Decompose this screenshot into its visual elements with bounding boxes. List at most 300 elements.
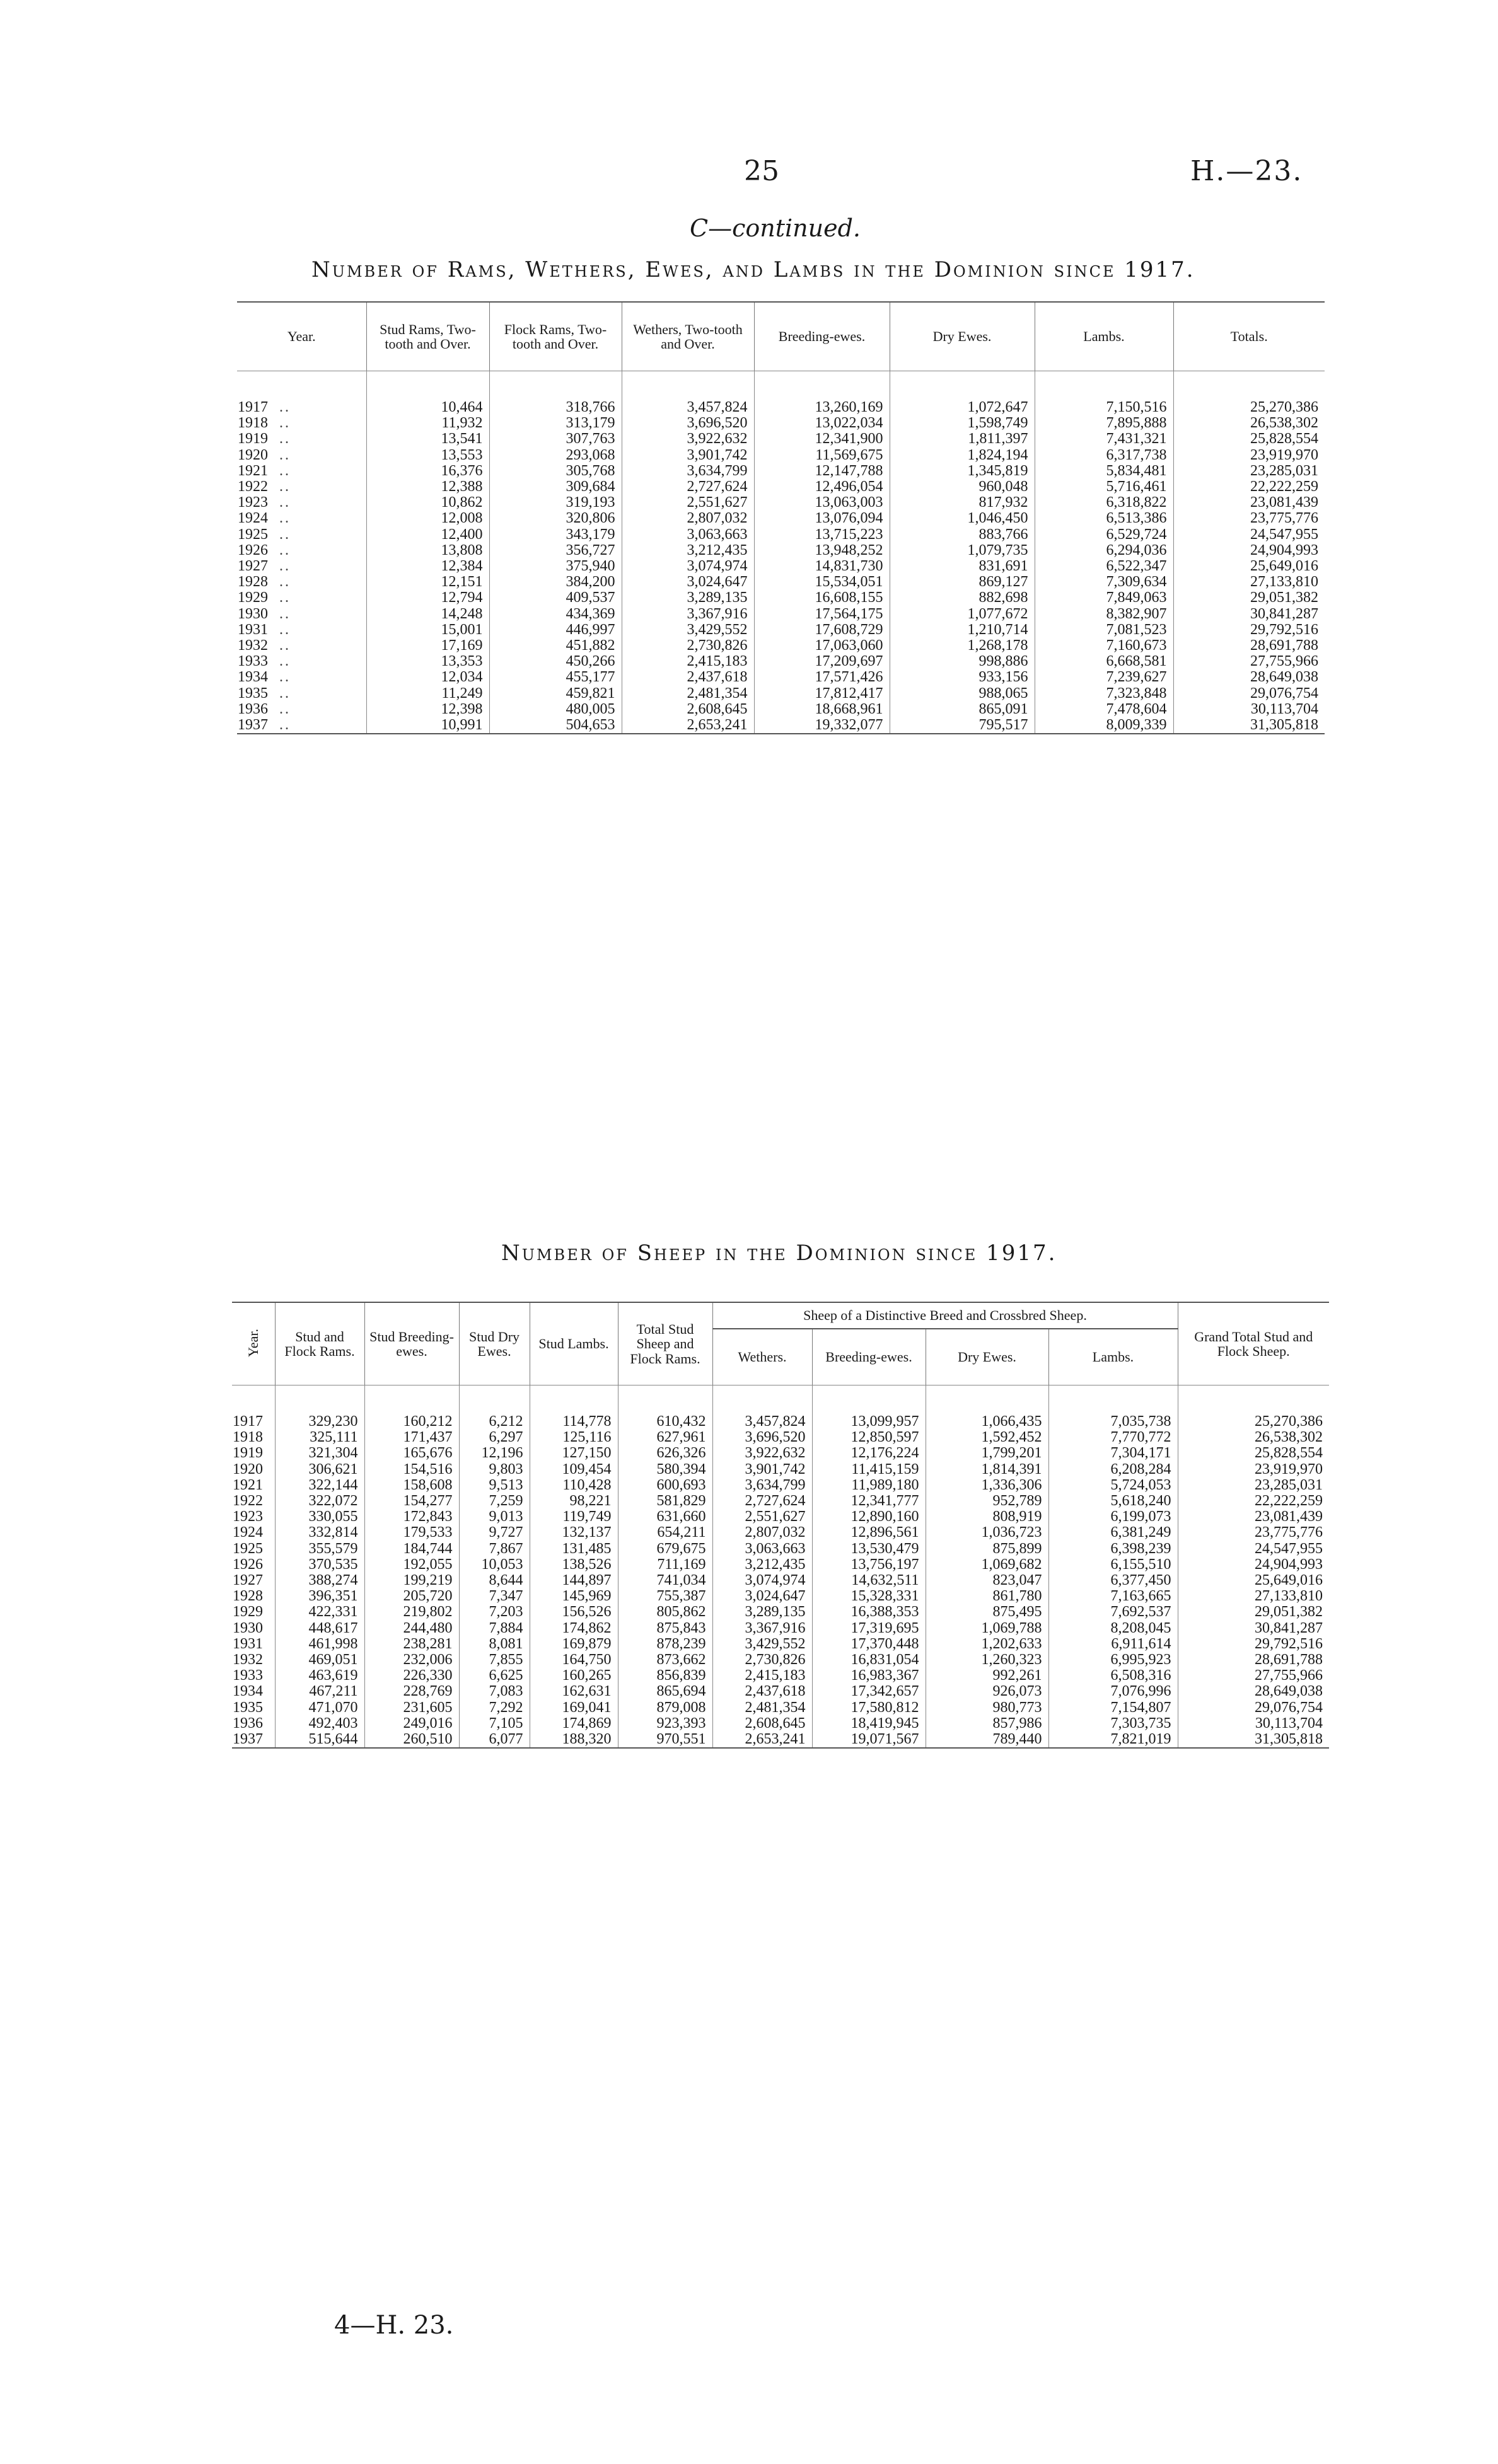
value-cell: 343,179 [489, 527, 622, 543]
value-cell: 22,222,259 [1178, 1493, 1329, 1509]
value-cell: 1,069,788 [926, 1621, 1048, 1636]
value-cell: 434,369 [489, 606, 622, 622]
t1-header-breeding-ewes: Breeding-ewes. [754, 302, 890, 371]
value-cell: 960,048 [890, 479, 1035, 495]
leader-dots: .. [279, 669, 291, 686]
page-number: 25 [744, 155, 779, 187]
value-cell: 356,727 [489, 543, 622, 558]
value-cell: 8,208,045 [1048, 1621, 1178, 1636]
value-cell: 12,008 [366, 511, 489, 526]
year-cell [232, 1621, 275, 1636]
value-cell: 110,428 [530, 1478, 618, 1493]
value-cell: 12,151 [366, 574, 489, 590]
value-cell: 154,516 [364, 1462, 459, 1478]
value-cell: 12,196 [459, 1445, 530, 1461]
value-cell: 817,932 [890, 495, 1035, 511]
value-cell: 6,522,347 [1035, 558, 1173, 574]
value-cell: 865,694 [618, 1684, 712, 1699]
value-cell: 9,013 [459, 1509, 530, 1525]
value-cell: 25,828,554 [1173, 431, 1325, 447]
value-cell: 2,415,183 [712, 1668, 812, 1684]
table-row [232, 1636, 1329, 1652]
value-cell: 7,163,665 [1048, 1588, 1178, 1604]
value-cell: 14,632,511 [812, 1573, 926, 1588]
value-cell: 321,304 [275, 1445, 364, 1461]
value-cell: 7,431,321 [1035, 431, 1173, 447]
value-cell: 396,351 [275, 1588, 364, 1604]
value-cell: 17,812,417 [754, 686, 890, 702]
value-cell: 375,940 [489, 558, 622, 574]
value-cell: 322,144 [275, 1478, 364, 1493]
year-cell [232, 1445, 275, 1461]
value-cell: 875,843 [618, 1621, 712, 1636]
year-cell [237, 511, 366, 526]
value-cell: 13,022,034 [754, 415, 890, 431]
value-cell: 409,537 [489, 590, 622, 606]
t2-header-distinctive-breed-group: Sheep of a Distinctive Breed and Crossbred Sheep. [712, 1302, 1178, 1329]
table-row [232, 1700, 1329, 1716]
value-cell: 5,834,481 [1035, 463, 1173, 479]
value-cell: 998,886 [890, 654, 1035, 669]
value-cell: 231,605 [364, 1700, 459, 1716]
value-cell: 30,841,287 [1178, 1621, 1329, 1636]
value-cell: 1,210,714 [890, 622, 1035, 638]
value-cell: 23,919,970 [1173, 448, 1325, 463]
value-cell: 3,634,799 [712, 1478, 812, 1493]
value-cell: 31,305,818 [1173, 717, 1325, 734]
value-cell: 305,768 [489, 463, 622, 479]
value-cell: 226,330 [364, 1668, 459, 1684]
year-value: 1925 [233, 1540, 263, 1557]
t2-header-dry-ewes: Dry Ewes. [926, 1329, 1048, 1385]
value-cell: 5,716,461 [1035, 479, 1173, 495]
value-cell: 7,203 [459, 1604, 530, 1620]
value-cell: 5,724,053 [1048, 1478, 1178, 1493]
value-cell: 172,843 [364, 1509, 459, 1525]
value-cell: 789,440 [926, 1732, 1048, 1748]
value-cell: 10,464 [366, 371, 489, 416]
value-cell: 879,008 [618, 1700, 712, 1716]
value-cell: 30,113,704 [1173, 702, 1325, 717]
table-row [232, 1668, 1329, 1684]
value-cell: 23,081,439 [1178, 1509, 1329, 1525]
value-cell: 384,200 [489, 574, 622, 590]
value-cell: 7,035,738 [1048, 1385, 1178, 1430]
year-cell [232, 1604, 275, 1620]
value-cell: 158,608 [364, 1478, 459, 1493]
value-cell: 11,989,180 [812, 1478, 926, 1493]
table-row [237, 495, 1325, 511]
value-cell: 1,345,819 [890, 463, 1035, 479]
leader-dots: .. [279, 621, 291, 638]
year-cell [232, 1573, 275, 1588]
value-cell: 219,802 [364, 1604, 459, 1620]
value-cell: 7,849,063 [1035, 590, 1173, 606]
value-cell: 988,065 [890, 686, 1035, 702]
value-cell: 446,997 [489, 622, 622, 638]
table-row [237, 606, 1325, 622]
value-cell: 19,332,077 [754, 717, 890, 734]
value-cell: 923,393 [618, 1716, 712, 1732]
year-cell [232, 1478, 275, 1493]
value-cell: 2,437,618 [712, 1684, 812, 1699]
table-row [232, 1541, 1329, 1557]
value-cell: 1,336,306 [926, 1478, 1048, 1493]
year-value: 1929 [233, 1604, 263, 1621]
t2-header-stud-dry-ewes: Stud Dry Ewes. [459, 1302, 530, 1385]
value-cell: 24,547,955 [1173, 527, 1325, 543]
value-cell: 388,274 [275, 1573, 364, 1588]
year-value: 1928 [233, 1588, 263, 1605]
value-cell: 17,571,426 [754, 669, 890, 685]
value-cell: 319,193 [489, 495, 622, 511]
year-value: 1921 [233, 1476, 263, 1493]
value-cell: 12,147,788 [754, 463, 890, 479]
value-cell: 29,051,382 [1173, 590, 1325, 606]
value-cell: 12,496,054 [754, 479, 890, 495]
value-cell: 3,024,647 [712, 1588, 812, 1604]
value-cell: 6,377,450 [1048, 1573, 1178, 1588]
table-row [232, 1684, 1329, 1699]
year-value: 1924 [233, 1524, 263, 1541]
value-cell: 164,750 [530, 1652, 618, 1668]
table-row [237, 558, 1325, 574]
year-cell [232, 1652, 275, 1668]
year-value: 1925 [238, 526, 268, 543]
year-value: 1936 [233, 1715, 263, 1732]
year-value: 1919 [238, 431, 268, 448]
value-cell: 13,808 [366, 543, 489, 558]
value-cell: 831,691 [890, 558, 1035, 574]
table2-header-row [232, 1302, 1329, 1329]
value-cell: 12,176,224 [812, 1445, 926, 1461]
value-cell: 580,394 [618, 1462, 712, 1478]
table-row [232, 1509, 1329, 1525]
value-cell: 132,137 [530, 1525, 618, 1541]
value-cell: 865,091 [890, 702, 1035, 717]
value-cell: 3,212,435 [712, 1557, 812, 1573]
value-cell: 15,328,331 [812, 1588, 926, 1604]
value-cell: 1,036,723 [926, 1525, 1048, 1541]
year-cell [237, 558, 366, 574]
value-cell: 992,261 [926, 1668, 1048, 1684]
value-cell: 23,285,031 [1173, 463, 1325, 479]
value-cell: 9,727 [459, 1525, 530, 1541]
value-cell: 12,398 [366, 702, 489, 717]
year-value: 1930 [238, 605, 268, 622]
value-cell: 23,919,970 [1178, 1462, 1329, 1478]
year-cell [237, 479, 366, 495]
t1-header-flock-rams: Flock Rams, Two-tooth and Over. [489, 302, 622, 371]
value-cell: 29,792,516 [1173, 622, 1325, 638]
value-cell: 28,649,038 [1173, 669, 1325, 685]
value-cell: 7,347 [459, 1588, 530, 1604]
leader-dots: .. [279, 446, 291, 463]
year-value: 1929 [238, 589, 268, 606]
value-cell: 823,047 [926, 1573, 1048, 1588]
year-value: 1923 [233, 1508, 263, 1525]
value-cell: 6,208,284 [1048, 1462, 1178, 1478]
value-cell: 875,495 [926, 1604, 1048, 1620]
year-cell [237, 606, 366, 622]
value-cell: 145,969 [530, 1588, 618, 1604]
value-cell: 926,073 [926, 1684, 1048, 1699]
value-cell: 15,534,051 [754, 574, 890, 590]
value-cell: 131,485 [530, 1541, 618, 1557]
value-cell: 2,608,645 [622, 702, 754, 717]
value-cell: 27,755,966 [1173, 654, 1325, 669]
table-row [237, 479, 1325, 495]
year-value: 1932 [238, 637, 268, 654]
value-cell: 3,901,742 [712, 1462, 812, 1478]
year-cell [237, 574, 366, 590]
value-cell: 28,691,788 [1178, 1652, 1329, 1668]
value-cell: 7,081,523 [1035, 622, 1173, 638]
value-cell: 654,211 [618, 1525, 712, 1541]
value-cell: 244,480 [364, 1621, 459, 1636]
value-cell: 9,803 [459, 1462, 530, 1478]
value-cell: 249,016 [364, 1716, 459, 1732]
value-cell: 1,072,647 [890, 371, 1035, 416]
value-cell: 455,177 [489, 669, 622, 685]
value-cell: 14,831,730 [754, 558, 890, 574]
value-cell: 17,564,175 [754, 606, 890, 622]
value-cell: 12,890,160 [812, 1509, 926, 1525]
table-row [232, 1621, 1329, 1636]
value-cell: 7,239,627 [1035, 669, 1173, 685]
value-cell: 626,326 [618, 1445, 712, 1461]
year-cell [237, 654, 366, 669]
table-row [237, 527, 1325, 543]
value-cell: 23,285,031 [1178, 1478, 1329, 1493]
value-cell: 26,538,302 [1173, 415, 1325, 431]
value-cell: 6,668,581 [1035, 654, 1173, 669]
t1-header-stud-rams: Stud Rams, Two-tooth and Over. [366, 302, 489, 371]
value-cell: 325,111 [275, 1430, 364, 1445]
value-cell: 805,862 [618, 1604, 712, 1620]
value-cell: 952,789 [926, 1493, 1048, 1509]
year-cell [237, 495, 366, 511]
year-cell [232, 1636, 275, 1652]
value-cell: 13,948,252 [754, 543, 890, 558]
t2-header-stud-flock-rams: Stud and Flock Rams. [275, 1302, 364, 1385]
table-row [232, 1557, 1329, 1573]
value-cell: 8,081 [459, 1636, 530, 1652]
value-cell: 7,855 [459, 1652, 530, 1668]
value-cell: 3,367,916 [622, 606, 754, 622]
value-cell: 332,814 [275, 1525, 364, 1541]
value-cell: 7,478,604 [1035, 702, 1173, 717]
value-cell: 2,608,645 [712, 1716, 812, 1732]
value-cell: 7,867 [459, 1541, 530, 1557]
value-cell: 581,829 [618, 1493, 712, 1509]
value-cell: 16,831,054 [812, 1652, 926, 1668]
value-cell: 5,618,240 [1048, 1493, 1178, 1509]
t1-header-totals: Totals. [1173, 302, 1325, 371]
value-cell: 329,230 [275, 1385, 364, 1430]
value-cell: 17,342,657 [812, 1684, 926, 1699]
value-cell: 162,631 [530, 1684, 618, 1699]
value-cell: 25,270,386 [1178, 1385, 1329, 1430]
value-cell: 857,986 [926, 1716, 1048, 1732]
table-row [237, 371, 1325, 416]
value-cell: 27,133,810 [1173, 574, 1325, 590]
value-cell: 3,429,552 [622, 622, 754, 638]
value-cell: 17,580,812 [812, 1700, 926, 1716]
value-cell: 467,211 [275, 1684, 364, 1699]
table-row [232, 1462, 1329, 1478]
value-cell: 17,169 [366, 638, 489, 654]
value-cell: 119,749 [530, 1509, 618, 1525]
value-cell: 7,154,807 [1048, 1700, 1178, 1716]
value-cell: 12,034 [366, 669, 489, 685]
leader-dots: .. [279, 415, 291, 432]
value-cell: 8,382,907 [1035, 606, 1173, 622]
year-cell [237, 543, 366, 558]
value-cell: 24,547,955 [1178, 1541, 1329, 1557]
value-cell: 144,897 [530, 1573, 618, 1588]
year-cell [237, 638, 366, 654]
value-cell: 2,415,183 [622, 654, 754, 669]
t1-header-year: Year. [237, 302, 366, 371]
value-cell: 600,693 [618, 1478, 712, 1493]
value-cell: 1,069,682 [926, 1557, 1048, 1573]
value-cell: 6,911,614 [1048, 1636, 1178, 1652]
value-cell: 2,481,354 [622, 686, 754, 702]
value-cell: 355,579 [275, 1541, 364, 1557]
value-cell: 11,569,675 [754, 448, 890, 463]
year-cell [232, 1732, 275, 1748]
leader-dots: .. [279, 717, 291, 734]
year-value: 1928 [238, 574, 268, 591]
value-cell: 27,133,810 [1178, 1588, 1329, 1604]
value-cell: 330,055 [275, 1509, 364, 1525]
value-cell: 8,644 [459, 1573, 530, 1588]
value-cell: 3,696,520 [622, 415, 754, 431]
value-cell: 2,807,032 [712, 1525, 812, 1541]
continued-label: C—continued. [690, 214, 861, 242]
value-cell: 322,072 [275, 1493, 364, 1509]
year-cell [232, 1525, 275, 1541]
table-row [232, 1604, 1329, 1620]
sheep-in-dominion-table [232, 1302, 1329, 1749]
value-cell: 29,076,754 [1173, 686, 1325, 702]
table-row [237, 574, 1325, 590]
year-value: 1933 [238, 653, 268, 670]
value-cell: 492,403 [275, 1716, 364, 1732]
value-cell: 7,105 [459, 1716, 530, 1732]
value-cell: 13,715,223 [754, 527, 890, 543]
value-cell: 174,869 [530, 1716, 618, 1732]
value-cell: 98,221 [530, 1493, 618, 1509]
year-value: 1936 [238, 700, 268, 717]
value-cell: 3,074,974 [622, 558, 754, 574]
leader-dots: .. [279, 431, 291, 448]
value-cell: 12,384 [366, 558, 489, 574]
value-cell: 160,212 [364, 1385, 459, 1430]
value-cell: 795,517 [890, 717, 1035, 734]
t2-header-lambs: Lambs. [1048, 1329, 1178, 1385]
value-cell: 7,309,634 [1035, 574, 1173, 590]
leader-dots: .. [279, 494, 291, 511]
leader-dots: .. [279, 685, 291, 702]
value-cell: 188,320 [530, 1732, 618, 1748]
value-cell: 7,770,772 [1048, 1430, 1178, 1445]
value-cell: 7,895,888 [1035, 415, 1173, 431]
value-cell: 3,289,135 [712, 1604, 812, 1620]
year-value: 1927 [238, 558, 268, 575]
value-cell: 13,260,169 [754, 371, 890, 416]
document-reference: H.—23. [1190, 155, 1303, 187]
value-cell: 463,619 [275, 1668, 364, 1684]
value-cell: 7,303,735 [1048, 1716, 1178, 1732]
value-cell: 307,763 [489, 431, 622, 447]
value-cell: 12,400 [366, 527, 489, 543]
value-cell: 26,538,302 [1178, 1430, 1329, 1445]
table-row [232, 1716, 1329, 1732]
value-cell: 29,792,516 [1178, 1636, 1329, 1652]
value-cell: 875,899 [926, 1541, 1048, 1557]
value-cell: 205,720 [364, 1588, 459, 1604]
t2-header-stud-breeding-ewes: Stud Breeding-ewes. [364, 1302, 459, 1385]
t2-header-grand-total: Grand Total Stud and Flock Sheep. [1178, 1302, 1329, 1385]
value-cell: 29,051,382 [1178, 1604, 1329, 1620]
table1-title: Number of Rams, Wethers, Ewes, and Lambs in the Dominion since 1917. [311, 257, 1195, 282]
year-value: 1922 [238, 478, 268, 495]
value-cell: 22,222,259 [1173, 479, 1325, 495]
value-cell: 2,727,624 [712, 1493, 812, 1509]
value-cell: 6,508,316 [1048, 1668, 1178, 1684]
value-cell: 7,821,019 [1048, 1732, 1178, 1748]
year-cell [232, 1385, 275, 1430]
value-cell: 882,698 [890, 590, 1035, 606]
value-cell: 461,998 [275, 1636, 364, 1652]
t1-header-dry-ewes: Dry Ewes. [890, 302, 1035, 371]
value-cell: 2,727,624 [622, 479, 754, 495]
t2-header-year-text: Year. [245, 1328, 262, 1357]
table-row [237, 686, 1325, 702]
value-cell: 9,513 [459, 1478, 530, 1493]
leader-dots: .. [279, 653, 291, 670]
value-cell: 3,634,799 [622, 463, 754, 479]
value-cell: 165,676 [364, 1445, 459, 1461]
value-cell: 3,922,632 [712, 1445, 812, 1461]
year-cell [232, 1430, 275, 1445]
value-cell: 10,053 [459, 1557, 530, 1573]
rams-wethers-ewes-lambs-table [237, 301, 1325, 734]
year-value: 1934 [238, 669, 268, 686]
year-value: 1930 [233, 1619, 263, 1636]
leader-dots: .. [279, 700, 291, 717]
year-cell [232, 1588, 275, 1604]
value-cell: 199,219 [364, 1573, 459, 1588]
value-cell: 11,249 [366, 686, 489, 702]
value-cell: 13,541 [366, 431, 489, 447]
year-cell [232, 1462, 275, 1478]
value-cell: 29,076,754 [1178, 1700, 1329, 1716]
value-cell: 293,068 [489, 448, 622, 463]
value-cell: 7,150,516 [1035, 371, 1173, 416]
value-cell: 861,780 [926, 1588, 1048, 1604]
value-cell: 3,429,552 [712, 1636, 812, 1652]
table-row [232, 1445, 1329, 1461]
value-cell: 679,675 [618, 1541, 712, 1557]
table-row [237, 590, 1325, 606]
year-value: 1919 [233, 1445, 263, 1462]
value-cell: 320,806 [489, 511, 622, 526]
value-cell: 6,212 [459, 1385, 530, 1430]
leader-dots: .. [279, 526, 291, 543]
